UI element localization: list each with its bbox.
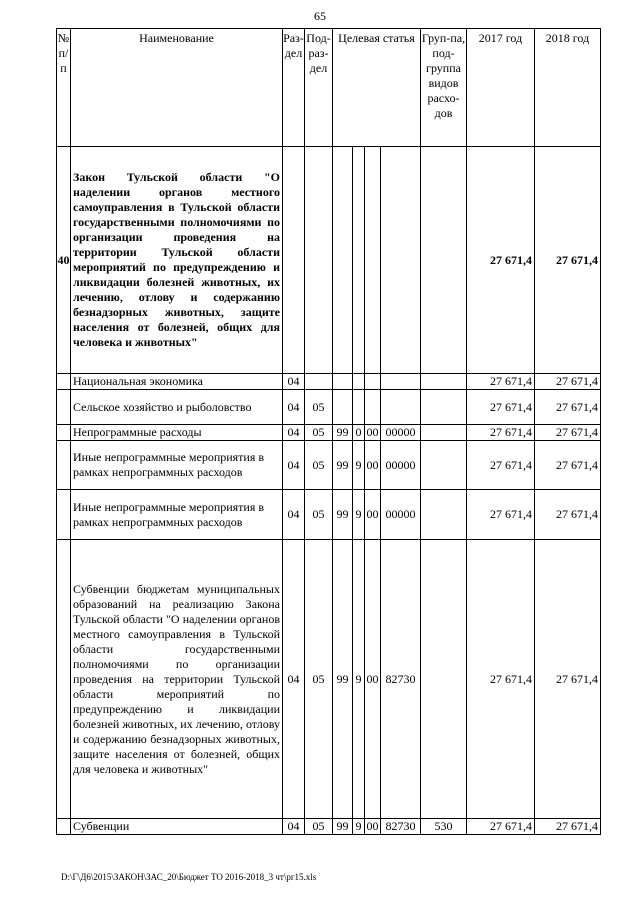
table-row <box>57 490 601 540</box>
row-group <box>421 490 467 540</box>
row-target-subprogram: 9 <box>353 540 365 819</box>
table-row <box>57 441 601 490</box>
row-2018: 27 671,4 <box>535 390 601 425</box>
row-section: 04 <box>283 425 305 441</box>
row-subsection: 05 <box>305 819 333 835</box>
row-number: 40 <box>57 147 71 374</box>
header-section: Раз-дел <box>283 29 305 147</box>
row-group <box>421 441 467 490</box>
row-target-program: 99 <box>333 425 353 441</box>
header-2018: 2018 год <box>535 29 601 147</box>
row-target-subprogram: 0 <box>353 425 365 441</box>
table-row <box>57 819 601 835</box>
row-subsection: 05 <box>305 390 333 425</box>
header-2017: 2017 год <box>467 29 535 147</box>
row-name: Сельское хозяйство и рыболовство <box>71 390 283 425</box>
row-target-code: 00000 <box>381 425 421 441</box>
row-target-event: 00 <box>365 490 381 540</box>
row-section: 04 <box>283 819 305 835</box>
row-2017: 27 671,4 <box>467 819 535 835</box>
row-target-event: 00 <box>366 425 379 439</box>
row-2018: 27 671,4 <box>535 540 601 819</box>
row-2017: 27 671,4 <box>467 490 535 540</box>
row-target-subprogram <box>353 374 365 390</box>
row-number <box>57 441 71 490</box>
row-section: 04 <box>283 441 305 490</box>
row-number <box>57 390 71 425</box>
row-target-code: 00000 <box>381 441 421 490</box>
row-target-event: 00 <box>365 441 381 490</box>
row-target-program <box>333 390 353 425</box>
row-group <box>421 390 467 425</box>
row-target-code: 82730 <box>381 819 421 835</box>
row-group <box>421 425 467 441</box>
row-target-code: 00000 <box>381 490 421 540</box>
table-row <box>57 374 601 390</box>
row-2018: 27 671,4 <box>535 490 601 540</box>
row-name: Закон Тульской области "О наделении органов местного самоуправления в Тульской области государственными полномочиями по организации проведения на территории Тульской области мероприятий по предупреждению и ликвидации болезней животных, их лечению, отлову и содержанию безнадзорных животных, защите населения от болезней, общих для человека и животных" <box>71 147 283 374</box>
row-number <box>57 819 71 835</box>
row-2017: 27 671,4 <box>467 147 535 374</box>
row-2017: 27 671,4 <box>467 540 535 819</box>
row-2017: 27 671,4 <box>467 425 535 441</box>
row-target-event: 00 <box>366 819 379 833</box>
row-name: Непрограммные расходы <box>71 425 283 441</box>
row-name: Субвенции бюджетам муниципальных образований на реализацию Закона Тульской области "О наделении органов местного самоуправления в Тульской области государственными полномочиями по организации проведения на территории Тульской области мероприятий по предупреждению и ликвидации болезней животных, их лечению, отлову и содержанию безнадзорных животных, защите населения от болезней, общих для человека и животных" <box>71 540 283 819</box>
budget-table <box>56 28 601 835</box>
row-name: Субвенции <box>71 819 283 835</box>
row-subsection <box>305 374 333 390</box>
row-target-event <box>365 374 381 390</box>
header-group: Груп-па, под-группа видов расхо-дов <box>421 29 467 147</box>
header-subsection: Под-раз-дел <box>305 29 333 147</box>
row-target-program <box>333 147 353 374</box>
row-target-event: 00 <box>365 540 381 819</box>
row-name: Иные непрограммные мероприятия в рамках непрограммных расходов <box>71 441 283 490</box>
row-name: Иные непрограммные мероприятия в рамках непрограммных расходов <box>71 490 283 540</box>
row-group <box>421 374 467 390</box>
table-row <box>57 147 601 374</box>
row-target-subprogram <box>353 390 365 425</box>
row-target-subprogram: 9 <box>353 490 365 540</box>
row-2018: 27 671,4 <box>535 819 601 835</box>
row-group <box>421 540 467 819</box>
row-target-code <box>381 374 421 390</box>
page-number: 65 <box>314 9 326 23</box>
row-target-event <box>365 147 381 374</box>
row-2018: 27 671,4 <box>535 441 601 490</box>
row-2017: 27 671,4 <box>467 390 535 425</box>
file-path-footer: D:\Г\Д6\2015\ЗАКОН\ЗАС_20\Бюджет ТО 2016-2018_3 чт\рг15.xls <box>61 872 317 882</box>
row-section: 04 <box>283 540 305 819</box>
row-section: 04 <box>283 390 305 425</box>
row-target-code: 82730 <box>381 540 421 819</box>
row-subsection <box>305 147 333 374</box>
row-target-subprogram: 9 <box>353 819 365 835</box>
row-target-program: 99 <box>333 819 353 835</box>
row-number <box>57 540 71 819</box>
row-group <box>421 147 467 374</box>
table-row <box>57 425 601 441</box>
row-target-program: 99 <box>333 490 353 540</box>
row-2018: 27 671,4 <box>535 374 601 390</box>
row-2017: 27 671,4 <box>467 374 535 390</box>
row-section <box>283 147 305 374</box>
row-2018: 27 671,4 <box>535 147 601 374</box>
row-section: 04 <box>283 490 305 540</box>
row-2018: 27 671,4 <box>535 425 601 441</box>
header-no: № п/п <box>57 29 71 147</box>
table-row <box>57 390 601 425</box>
row-section: 04 <box>283 374 305 390</box>
row-target-program: 99 <box>333 441 353 490</box>
row-number <box>57 374 71 390</box>
row-subsection: 05 <box>305 540 333 819</box>
row-target-program <box>333 374 353 390</box>
row-target-code <box>381 147 421 374</box>
row-subsection: 05 <box>305 425 333 441</box>
row-subsection: 05 <box>305 441 333 490</box>
row-group: 530 <box>421 819 467 835</box>
row-2017: 27 671,4 <box>467 441 535 490</box>
row-target-event <box>365 390 381 425</box>
row-target-code <box>381 390 421 425</box>
row-subsection: 05 <box>305 490 333 540</box>
row-number <box>57 425 71 441</box>
row-target-subprogram <box>353 147 365 374</box>
header-row <box>57 29 601 147</box>
row-target-program: 99 <box>333 540 353 819</box>
table-row <box>57 540 601 819</box>
row-number <box>57 490 71 540</box>
row-target-subprogram: 9 <box>353 441 365 490</box>
header-name: Наименование <box>71 29 283 147</box>
row-name: Национальная экономика <box>71 374 283 390</box>
header-target: Целевая статья <box>333 29 421 147</box>
